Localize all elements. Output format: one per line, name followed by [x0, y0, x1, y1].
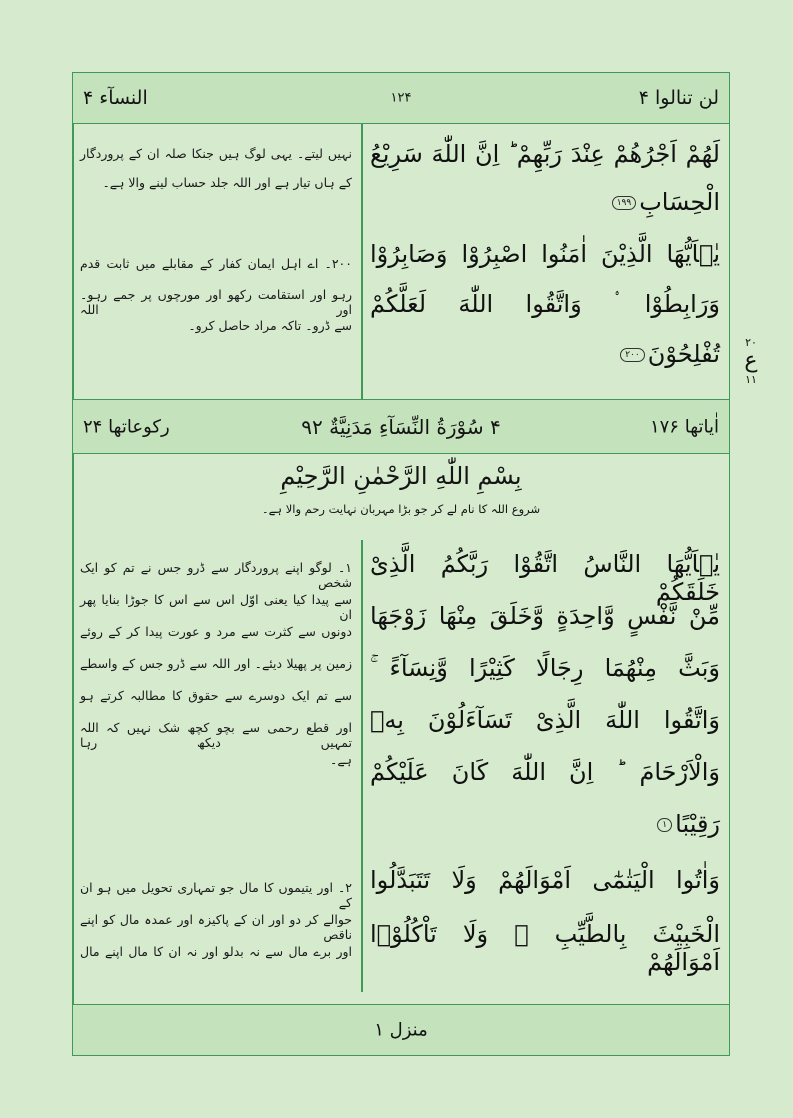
- arabic-line-text: تُفْلِحُوْنَ: [647, 340, 720, 368]
- urdu-line: اور قطع رحمی سے بچو کچھ شک نہیں کہ اللہ تمہیں دیکھ رہا: [80, 720, 352, 750]
- arabic-line: [370, 810, 720, 838]
- manzil-footer-band: [72, 1004, 730, 1056]
- arabic-line: وَرَابِطُوْا ۟ وَاتَّقُوا اللّٰهَ لَعَلَّكُمْ: [370, 290, 720, 318]
- arabic-line: لَهُمْ اَجْرُهُمْ عِنْدَ رَبِّهِمْ ؕ اِنَّ اللّٰهَ سَرِيْعُ: [370, 140, 720, 168]
- urdu-line: حوالے کر دو اور ان کے پاکیزہ اور عمدہ مال کو اپنے ناقص: [80, 912, 352, 942]
- arabic-line: يٰۤاَيُّهَا الَّذِيْنَ اٰمَنُوا اصْبِرُوْا وَصَابِرُوْا: [370, 240, 720, 268]
- right-border: [729, 454, 731, 1004]
- urdu-line: سے پیدا کیا یعنی اوّل اس سے اس کا جوڑا بنایا پھر ان: [80, 592, 352, 622]
- page-number: ۱۲۴: [390, 90, 412, 106]
- para-name: لن تنالوا ۴: [638, 87, 719, 109]
- arabic-line-text: الْحِسَابِ: [639, 188, 720, 216]
- surah-name-header: النسآء ۴: [83, 87, 148, 109]
- left-border: [72, 454, 74, 1004]
- arabic-line: مِّنْ نَّفْسٍ وَّاحِدَةٍ وَّخَلَقَ مِنْهَا زَوْجَهَا: [370, 602, 720, 630]
- arabic-line: وَالْاَرْحَامَ ؕ اِنَّ اللّٰهَ كَانَ عَلَيْكُمْ: [370, 758, 720, 786]
- bismillah-urdu: شروع اللہ کا نام لے کر جو بڑا مہربان نہایت رحم والا ہے۔: [261, 502, 541, 516]
- page-header-band: [72, 72, 730, 124]
- right-border: [729, 124, 731, 399]
- ruku-number-bottom: ۱۱: [745, 373, 757, 386]
- bismillah-block: [72, 462, 730, 516]
- ayah-marker-200: ۲۰۰: [620, 348, 645, 362]
- manzil-label: منزل ۱: [374, 1019, 428, 1041]
- urdu-line: نہیں لیتے۔ یہی لوگ ہیں جنکا صلہ ان کے پروردگار: [80, 146, 352, 161]
- urdu-line: ہے۔: [330, 752, 352, 767]
- urdu-line: کے ہاں تیار ہے اور اللہ جلد حساب لینے والا ہے۔: [102, 175, 352, 190]
- urdu-line: ۱۔ لوگو اپنے پروردگار سے ڈرو جس نے تم کو ایک شخص: [80, 560, 352, 590]
- ruku-number-top: ۲۰: [745, 336, 757, 349]
- left-border: [72, 124, 74, 399]
- urdu-line: ۲۔ اور یتیموں کا مال جو تمہاری تحویل میں ہو ان کے: [80, 880, 352, 910]
- urdu-line: رہو اور استقامت رکھو اور مورچوں پر جمے رہو۔ اور اللہ: [80, 287, 352, 317]
- arabic-line: [370, 188, 720, 216]
- urdu-line: سے تم ایک دوسرے سے حقوق کا مطالبہ کرتے ہو: [80, 688, 352, 703]
- bismillah-arabic: بِسْمِ اللّٰهِ الرَّحْمٰنِ الرَّحِيْمِ: [280, 462, 522, 490]
- urdu-line: سے ڈرو۔ تاکہ مراد حاصل کرو۔: [188, 318, 352, 333]
- column-divider: [361, 124, 363, 399]
- surah-title: ۴ سُوْرَةُ النِّسَآءِ مَدَنِيَّةٌ ۹۲: [301, 414, 501, 439]
- urdu-line: دونوں سے کثرت سے مرد و عورت پیدا کر کے روئے: [80, 624, 352, 639]
- arabic-line-text: رَقِيْبًا: [675, 810, 720, 838]
- ruku-count: رکوعاتها ۲۴: [83, 416, 170, 437]
- ayah-marker-199: ۱۹۹: [612, 196, 637, 210]
- urdu-line: اور برے مال سے نہ بدلو اور نہ ان کا مال اپنے مال: [80, 944, 352, 959]
- ruku-ain-icon: ع: [744, 348, 758, 373]
- urdu-line: ۲۰۰۔ اے اہل ایمان کفار کے مقابلے میں ثابت قدم: [80, 256, 352, 271]
- arabic-line: يٰۤاَيُّهَا النَّاسُ اتَّقُوْا رَبَّكُمُ الَّذِىْ خَلَقَكُمْ: [370, 550, 720, 606]
- urdu-line: زمین پر پھیلا دیئے۔ اور اللہ سے ڈرو جس کے واسطے: [80, 656, 352, 671]
- column-divider: [361, 540, 363, 992]
- ruku-marker: [737, 336, 765, 386]
- ayah-marker-1: ۱: [657, 818, 672, 832]
- ayat-count: اٰیاتها ۱۷۶: [649, 416, 719, 437]
- arabic-line: الْخَبِيْثَ بِالطَّيِّبِ ۠ وَلَا تَاْكُلُوْۤا اَمْوَالَهُمْ: [370, 920, 720, 976]
- arabic-line: وَبَثَّ مِنْهُمَا رِجَالًا كَثِيْرًا وَّنِسَآءً ۚ: [370, 654, 720, 682]
- surah-header-band: [72, 399, 730, 454]
- arabic-line: وَاتَّقُوا اللّٰهَ الَّذِىْ تَسَآءَلُوْنَ بِهٖ: [370, 706, 720, 734]
- arabic-line: [370, 340, 720, 368]
- arabic-line: وَاٰتُوا الْيَتٰمٰٓى اَمْوَالَهُمْ وَلَا تَتَبَدَّلُوا: [370, 866, 720, 894]
